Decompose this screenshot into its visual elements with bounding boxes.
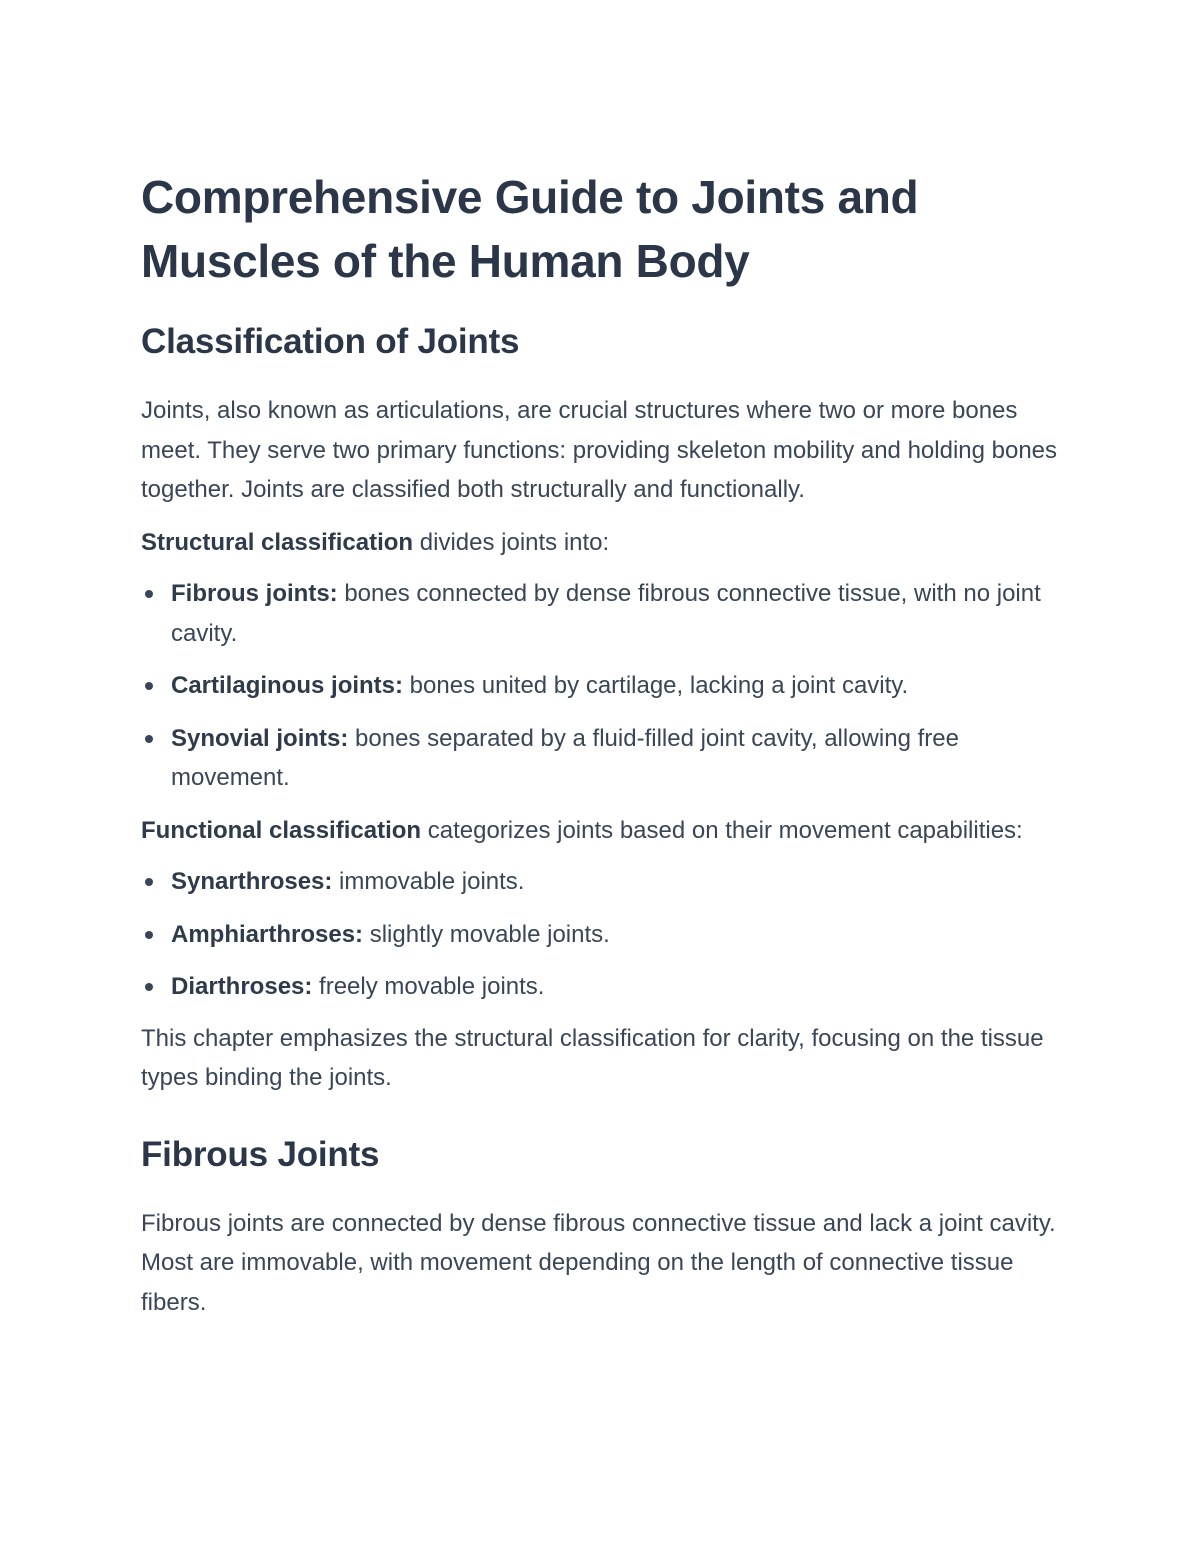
section-heading-classification: Classification of Joints — [141, 322, 520, 361]
list-item-text: slightly movable joints. — [363, 920, 610, 948]
structural-list — [141, 574, 1071, 798]
list-item-term: Synovial joints: — [171, 724, 349, 752]
section-heading-fibrous-joints: Fibrous Joints — [141, 1134, 380, 1174]
bullet-icon — [145, 735, 153, 743]
bullet-icon — [145, 983, 153, 991]
functional-lead-term: Functional classification — [141, 816, 422, 844]
list-item-term: Synarthroses: — [171, 868, 333, 895]
fibrous-joints-body: Fibrous joints are connected by dense fibrous connective tissue and lack a joint cavity. Most are immovable, with movement depending on the length of connective tissue fibers. — [141, 1209, 1056, 1316]
bullet-icon — [145, 878, 153, 886]
list-item — [141, 967, 1071, 1007]
list-item-term: Fibrous joints: — [171, 580, 338, 607]
list-item-term: Cartilaginous joints: — [171, 672, 404, 699]
document-page — [141, 165, 1071, 1322]
classification-closing: This chapter emphasizes the structural classification for clarity, focusing on the tissue types binding the joints. — [141, 1024, 1044, 1091]
structural-lead — [141, 523, 1071, 563]
list-item — [141, 666, 1071, 706]
bullet-icon — [145, 931, 153, 939]
bullet-icon — [145, 590, 153, 598]
functional-lead-text: categorizes joints based on their movement capabilities: — [421, 816, 1023, 844]
functional-lead — [141, 811, 1071, 851]
structural-lead-text: divides joints into: — [413, 528, 610, 556]
list-item — [141, 915, 1071, 955]
structural-lead-term: Structural classification — [141, 528, 414, 556]
page-title: Comprehensive Guide to Joints and Muscles of the Human Body — [141, 171, 919, 287]
list-item-term: Diarthroses: — [171, 973, 313, 1000]
list-item-text: bones united by cartilage, lacking a joint cavity. — [403, 672, 909, 699]
list-item-text: freely movable joints. — [312, 973, 545, 1000]
list-item-text: bones separated by a fluid-filled joint cavity, allowing free movement. — [171, 724, 959, 791]
list-item — [141, 862, 1071, 902]
functional-list — [141, 862, 1071, 1007]
list-item-term: Amphiarthroses: — [171, 920, 364, 948]
list-item — [141, 574, 1071, 653]
bullet-icon — [145, 682, 153, 690]
list-item-text: bones connected by dense fibrous connective tissue, with no joint cavity. — [171, 580, 1041, 647]
list-item-text: immovable joints. — [332, 868, 525, 895]
list-item — [141, 719, 1071, 798]
classification-intro: Joints, also known as articulations, are crucial structures where two or more bones meet. They serve two primary functions: providing skeleton mobility and holding bones together. Joints are classified both structurally and functionally. — [141, 397, 1058, 503]
